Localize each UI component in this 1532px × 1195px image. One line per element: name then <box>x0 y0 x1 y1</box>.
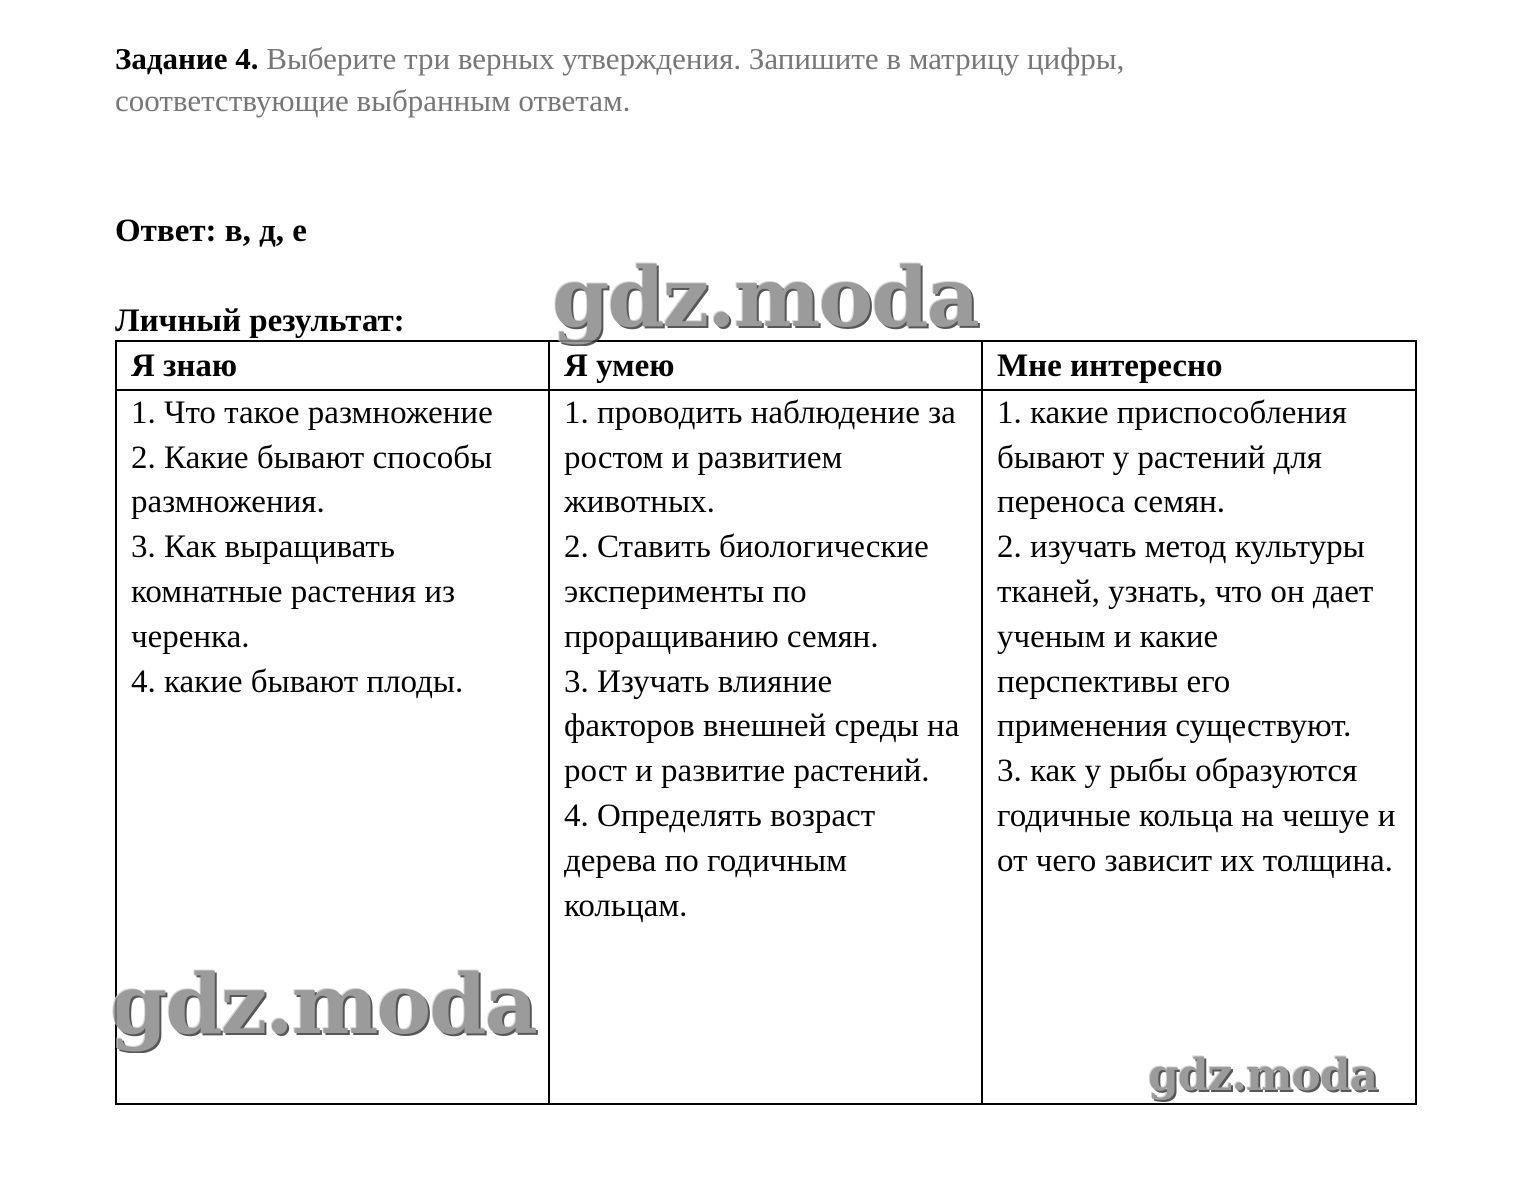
list-item: 3. Как выращивать комнатные растения из черенка. <box>131 529 456 655</box>
header-i-know: Я знаю <box>116 341 549 390</box>
task-text: Выберите три верных утверждения. Запишите в матрицу цифры, соответствующие выбранным ответам. <box>115 41 1125 118</box>
watermark-logo: gdz.moda <box>110 957 536 1053</box>
cell-interesting <box>982 390 1416 1104</box>
answer-line: Ответ: в, д, е <box>115 213 307 249</box>
list-item: 4. какие бывают плоды. <box>131 663 464 700</box>
list-item: 1. какие приспособления бывают у растений для переноса семян. <box>997 394 1347 521</box>
header-interesting: Мне интересно <box>982 341 1416 390</box>
list-item: 2. изучать метод культуры тканей, узнать, что он дает ученым и какие перспективы его применения существуют. <box>997 529 1374 745</box>
personal-result-title: Личный результат: <box>115 303 405 339</box>
list-item: 2. Ставить биологические эксперименты по проращиванию семян. <box>564 529 929 655</box>
task-label: Задание 4. <box>115 41 259 76</box>
watermark-logo: gdz.moda <box>552 250 978 346</box>
list-item: 3. Изучать влияние факторов внешней среды на рост и развитие растений. <box>564 663 960 790</box>
table-header-row <box>116 341 1416 390</box>
list-item: 4. Определять возраст дерева по годичным кольцам. <box>564 797 876 924</box>
list-item: 1. Что такое размножение <box>131 394 493 431</box>
list-item: 1. проводить наблюдение за ростом и развитием животных. <box>564 394 956 521</box>
cell-i-can <box>549 390 982 1104</box>
list-item: 3. как у рыбы образуются годичные кольца на чешуе и от чего зависит их толщина. <box>997 753 1396 879</box>
list-item: 2. Какие бывают способы размножения. <box>131 439 493 521</box>
watermark-logo: gdz.moda <box>1148 1050 1378 1101</box>
header-i-can: Я умею <box>549 341 982 390</box>
task-statement <box>115 38 1315 122</box>
